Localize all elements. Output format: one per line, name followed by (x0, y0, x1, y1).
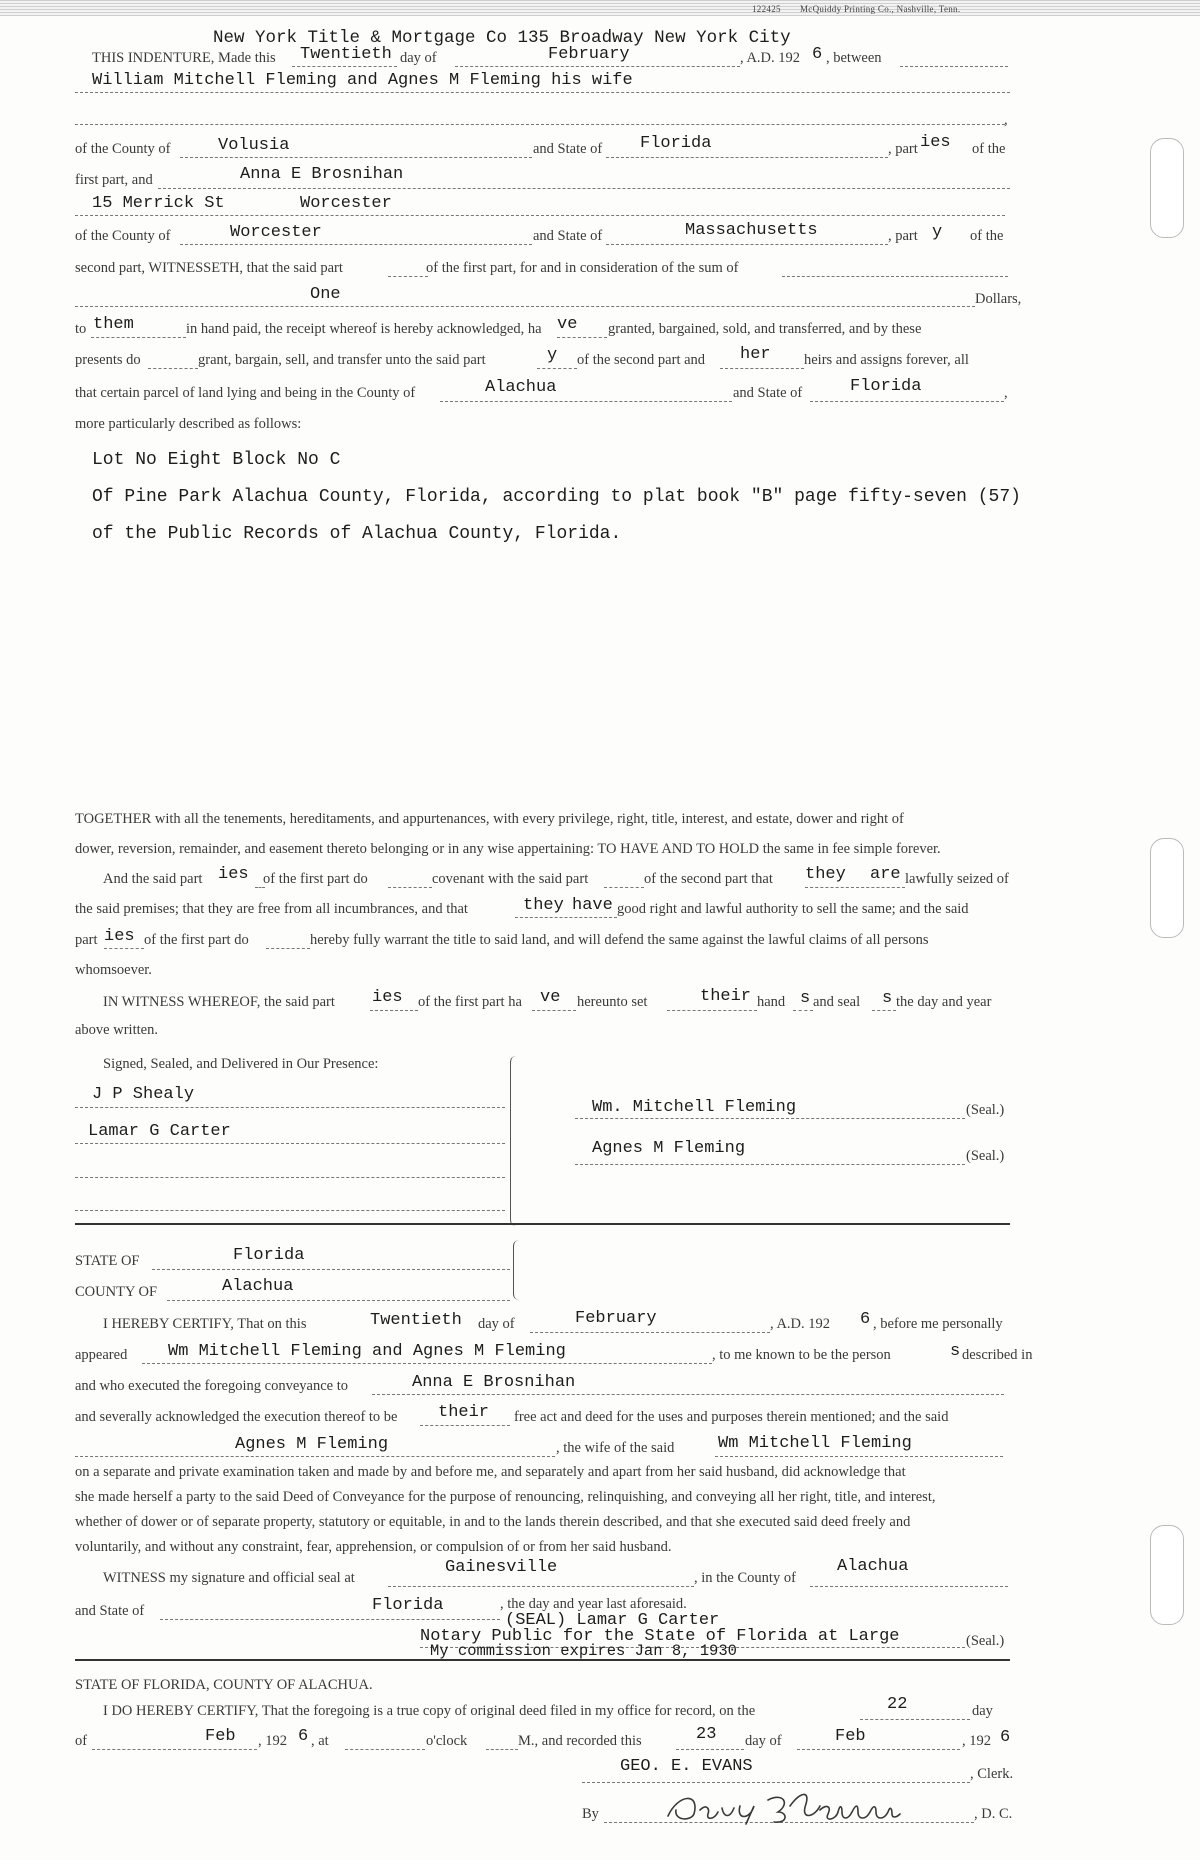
clerk-name: GEO. E. EVANS (620, 1757, 753, 1776)
grantors: William Mitchell Fleming and Agnes M Fleming his wife (92, 71, 633, 90)
ack-county: Alachua (222, 1277, 294, 1296)
ack-place: Gainesville (445, 1558, 558, 1577)
notary-seal-name: (SEAL) Lamar G Carter (505, 1611, 720, 1630)
deputy-clerk-signature (660, 1786, 960, 1828)
legal-description-line: of the Public Records of Alachua County, Florida. (92, 524, 622, 544)
ack-month: February (575, 1309, 657, 1328)
divider (75, 1223, 1010, 1225)
grantee-name: Anna E Brosnihan (240, 165, 404, 184)
indenture-month: February (548, 45, 630, 64)
grantor-county: Volusia (218, 136, 290, 155)
signer-1: Wm. Mitchell Fleming (592, 1098, 797, 1117)
grantee-county: Worcester (230, 223, 322, 242)
recorded-month: Feb (835, 1727, 866, 1746)
notary-title: Notary Public for the State of Florida at Large (420, 1627, 900, 1646)
printer-name: McQuiddy Printing Co., Nashville, Tenn. (800, 4, 961, 14)
parcel-state: Florida (850, 377, 922, 396)
grantor-state: Florida (640, 134, 712, 153)
indenture-year: 6 (812, 45, 823, 64)
binder-hole-middle (1150, 838, 1184, 938)
ack-state-2: Florida (372, 1596, 444, 1615)
filed-day: 22 (887, 1695, 908, 1714)
signer-2: Agnes M Fleming (592, 1139, 746, 1158)
deed-page: 122425 McQuiddy Printing Co., Nashville, Tenn. New York Title & Mortgage Co 135 Broadway New York City THIS INDENTURE, Made this Twentieth day of February , A.D. 192 6 , between William Mitchell Fleming and Agnes M Fleming his wife , of the County of Volusia and State of Florida , part ies of the first part, and Anna E Brosnihan 15 Merrick St Worcester of the County of Worcester and State of Massachusetts , part y of the second part, WITNESSETH, that the said part of the first part, for and in consideration of the sum of One Dollars, to them in hand paid, the receipt whereof is hereby acknowledged, ha ve granted, bargained, sold, and transferred, and by these presents do grant, bargain, sell, and transfer unto the said part y of the second part and her heirs and assigns forever, all that certain parcel of land lying and being in the County of Alachua and State of Florida , more particularly described as follows: Lot No Eight Block No C Of Pine Park Alachua County, Florida, according to plat book "B" page fifty-seven (57) of the Public Records of Alachua County, Florida. TOGETHER with all the tenements, hereditaments, and appurtenances, with every privilege, right, title, interest, and estate, dower and right of dower, reversion, remainder, and easement thereto belonging or in any wise appertaining: TO HAVE AND TO HOLD the same in fee simple forever. And the said part ies of the first part do covenant with the said part of the second part that they are lawfully seized of the said premises; that they are free from all incumbrances, and that they have good right and lawful authority to sell the same; and the said part ies of the first part do hereby fully warrant the title to said land, and will defend the same against the lawful claims of all persons whomsoever. IN WITNESS WHEREOF, the said part ies of the first part ha ve hereunto set their hand s and seal s the day and year above written. Signed, Sealed, and Delivered in Our Presence: J P Shealy Lamar G Carter Wm. Mitchell Fleming (Seal.) Agnes M Fleming (Seal.) STATE OF Florida COUNTY OF Alachua I HEREBY CERTIFY, That on this Twentieth day of February , A.D. 192 6 , before me personally appeared Wm Mitchell Fleming and Agnes M Fleming , to me known to be the person s described in and who executed the foregoing conveyance to Anna E Brosnihan and severally acknowledged the execution thereof to be their free act and deed for the uses and purposes therein mentioned; and the said Agnes M Fleming , the wife of the said Wm Mitchell Fleming on a separate and private examination taken and made by and before me, and separately and apart from her said husband, did acknowledge that she made herself a party to the said Deed of Conveyance for the purpose of renouncing, relinquishing, and conveying all her right, title, and interest, whether of dower or of separate property, statutory or equitable, in and to the lands therein described, and that she executed said deed freely and voluntarily, and without any constraint, fear, apprehension, or compulsion of or from her said husband. WITNESS my signature and official seal at Gainesville , in the County of Alachua and State of Florida , the day and year last aforesaid. (SEAL) Lamar G Carter Notary Public for the State of Florida at Large (Seal.) My commission expires Jan 8, 1930 STATE OF FLORIDA, COUNTY OF ALACHUA. I DO HEREBY CERTIFY, That the foregoing is a true copy of original deed filed in my office for record, on the 22 day of Feb , 192 6 , at o'clock M., and recorded this 23 day of Feb , 192 6 GEO. E. EVANS , Clerk. By , D. C. (0, 0, 1200, 1860)
witness-1: J P Shealy (92, 1085, 195, 1104)
indenture-intro: THIS INDENTURE, Made this (92, 50, 276, 66)
printer-code: 122425 (752, 4, 781, 14)
notary-commission: My commission expires Jan 8, 1930 (430, 1642, 737, 1660)
ack-grantee: Anna E Brosnihan (412, 1373, 576, 1392)
ack-county-2: Alachua (837, 1557, 909, 1576)
witness-2: Lamar G Carter (88, 1122, 231, 1141)
legal-description-line: Of Pine Park Alachua County, Florida, according to plat book "B" page fifty-seven (57) (92, 487, 1021, 507)
header-stamp: New York Title & Mortgage Co 135 Broadway New York City (213, 28, 791, 48)
top-border-strip (0, 0, 1200, 16)
parcel-county: Alachua (485, 378, 557, 397)
signature-brace (510, 1056, 524, 1226)
binder-hole-top (1150, 138, 1184, 238)
presence-label: Signed, Sealed, and Delivered in Our Presence: (103, 1056, 379, 1072)
consideration-amount: One (310, 285, 341, 304)
ack-husband: Wm Mitchell Fleming (718, 1434, 912, 1453)
ack-wife: Agnes M Fleming (235, 1435, 389, 1454)
grantee-city: Worcester (300, 194, 392, 213)
recorded-day: 23 (696, 1725, 717, 1744)
indenture-day: Twentieth (300, 45, 392, 64)
grantee-state: Massachusetts (685, 221, 818, 240)
ack-day: Twentieth (370, 1311, 462, 1330)
filed-month: Feb (205, 1727, 236, 1746)
recording-heading: STATE OF FLORIDA, COUNTY OF ALACHUA. (75, 1677, 373, 1693)
binder-hole-bottom (1150, 1525, 1184, 1625)
ack-persons: Wm Mitchell Fleming and Agnes M Fleming (168, 1342, 566, 1361)
legal-description-line: Lot No Eight Block No C (92, 450, 341, 470)
ack-state: Florida (233, 1246, 305, 1265)
grantee-address: 15 Merrick St (92, 194, 225, 213)
